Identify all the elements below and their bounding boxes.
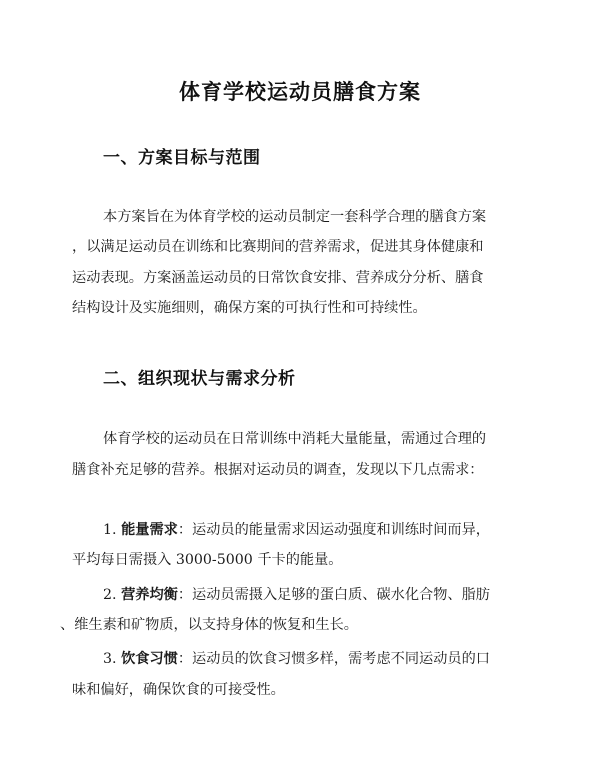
list-item-continuation: 平均每日需摄入 3000-5000 千卡的能量。 — [72, 552, 343, 568]
list-item-2 — [103, 584, 523, 604]
paragraph-line — [103, 206, 523, 226]
list-item-1 — [103, 519, 523, 539]
list-item-continuation: 味和偏好，确保饮食的可接受性。 — [72, 682, 285, 698]
item-colon: ： — [177, 587, 193, 603]
item-label: 营养均衡 — [121, 587, 178, 603]
item-colon: ： — [177, 522, 193, 538]
item-text: 运动员的饮食习惯多样，需考虑不同运动员的口 — [192, 651, 490, 667]
item-number: 2. — [103, 587, 117, 603]
item-label: 能量需求 — [121, 522, 178, 538]
section-heading-2: 二、组织现状与需求分析 — [103, 369, 296, 389]
text-line: 本方案旨在为体育学校的运动员制定一套科学合理的膳食方案 — [103, 209, 487, 225]
paragraph-line: 运动表现。方案涵盖运动员的日常饮食安排、营养成分分析、膳食 — [72, 270, 484, 286]
item-label: 饮食习惯 — [121, 651, 178, 667]
item-text: 运动员的能量需求因运动强度和训练时间而异， — [192, 522, 490, 538]
list-item-3 — [103, 648, 523, 668]
document-title: 体育学校运动员膳食方案 — [179, 80, 421, 104]
item-colon: ： — [177, 651, 193, 667]
paragraph-line: ，以满足运动员在训练和比赛期间的营养需求，促进其身体健康和 — [72, 239, 484, 255]
item-text: 运动员需摄入足够的蛋白质、碳水化合物、脂肪 — [192, 587, 490, 603]
list-item-continuation: 、维生素和矿物质，以支持身体的恢复和生长。 — [60, 617, 358, 633]
paragraph-line: 膳食补充足够的营养。根据对运动员的调查，发现以下几点需求： — [72, 462, 484, 478]
item-number: 1. — [103, 522, 117, 538]
section-heading-1: 一、方案目标与范围 — [103, 148, 261, 168]
paragraph-line: 结构设计及实施细则，确保方案的可执行性和可持续性。 — [72, 300, 427, 316]
paragraph-line: 体育学校的运动员在日常训练中消耗大量能量，需通过合理的 — [103, 431, 487, 447]
item-number: 3. — [103, 651, 117, 667]
